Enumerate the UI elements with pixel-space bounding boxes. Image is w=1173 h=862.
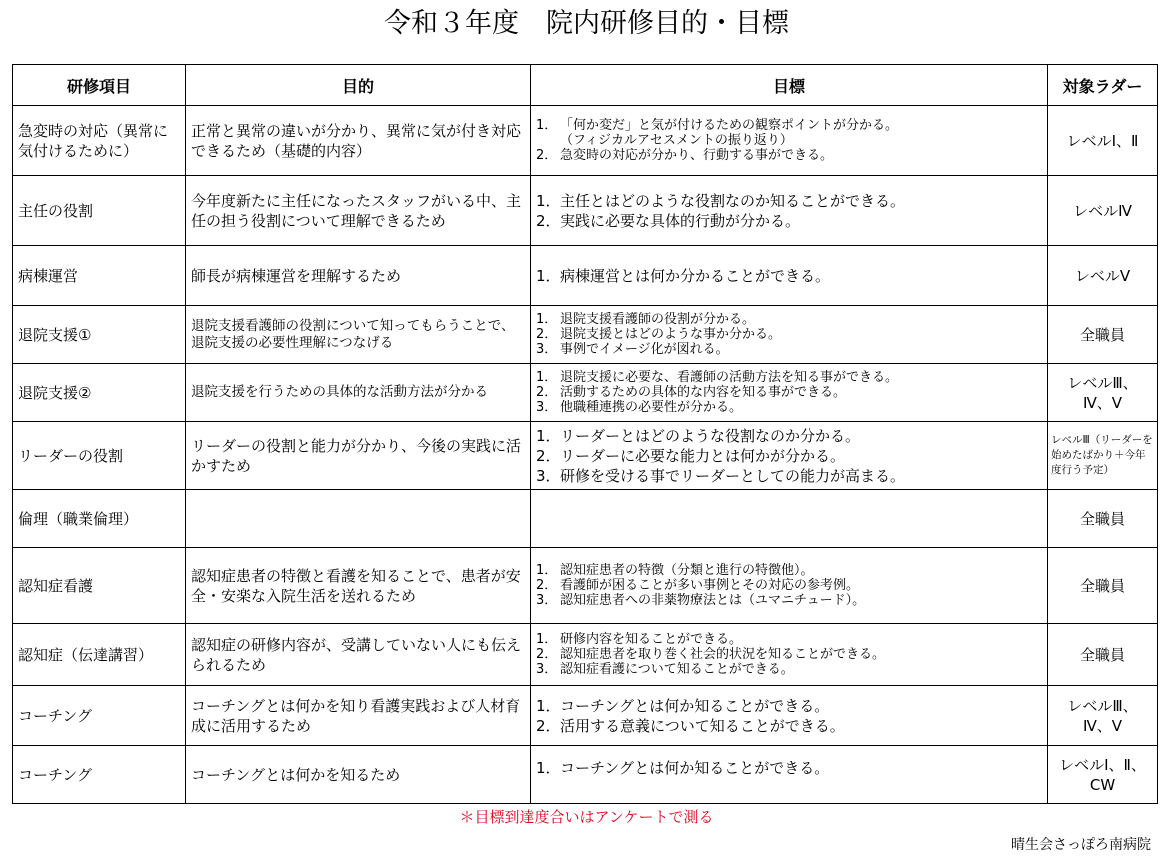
goal-item xyxy=(536,632,1042,647)
goal-text: 研修を受ける事でリーダーとしての能力が高まる。 xyxy=(560,466,906,485)
table-row xyxy=(13,624,1158,686)
target-ladder: レベルⅢ、Ⅳ、Ⅴ xyxy=(1048,686,1158,746)
training-item: 倫理（職業倫理） xyxy=(13,490,186,548)
training-goals xyxy=(531,176,1048,246)
goal-item xyxy=(536,696,1042,716)
training-goals xyxy=(531,548,1048,624)
goal-number: 1． xyxy=(536,759,561,777)
goal-number: 1． xyxy=(536,563,558,578)
goal-text: 認知症看護について知ることができる。 xyxy=(560,662,794,677)
training-purpose: 認知症患者の特徴と看護を知ることで、患者が安全・安楽な入院生活を送れるため xyxy=(186,548,531,624)
goal-item xyxy=(536,400,1042,415)
goal-list xyxy=(536,758,1042,778)
training-goals xyxy=(531,306,1048,364)
goal-number: 2． xyxy=(536,578,558,593)
header-purpose: 目的 xyxy=(186,65,531,106)
training-table xyxy=(12,64,1158,804)
training-item: 主任の役割 xyxy=(13,176,186,246)
goal-text: コーチングとは何か知ることができる。 xyxy=(560,759,830,777)
goal-number: 2． xyxy=(536,716,561,735)
goal-text: 他職種連携の必要性が分かる。 xyxy=(560,400,743,415)
goal-text: 主任とはどのような役割なのか知ることができる。 xyxy=(560,191,906,210)
goal-text: 退院支援看護師の役割が分かる。 xyxy=(560,312,756,327)
target-ladder: 全職員 xyxy=(1048,490,1158,548)
training-purpose: コーチングとは何かを知り看護実践および人材育成に活用するため xyxy=(186,686,531,746)
goal-number: 3． xyxy=(536,342,558,357)
training-purpose: 師長が病棟運営を理解するため xyxy=(186,246,531,306)
goal-text: 認知症患者を取り巻く社会的状況を知ることができる。 xyxy=(560,647,886,662)
goal-item xyxy=(536,266,1042,286)
goal-number: 2． xyxy=(536,647,558,662)
hospital-name: 晴生会さっぽろ南病院 xyxy=(1011,837,1151,853)
training-goals xyxy=(531,246,1048,306)
goal-text: リーダーとはどのような役割なのか分かる。 xyxy=(560,426,861,445)
goal-item xyxy=(536,647,1042,662)
goal-number: 2． xyxy=(536,446,561,465)
goal-item xyxy=(536,148,1042,163)
training-purpose xyxy=(186,490,531,548)
goal-item xyxy=(536,118,1042,148)
training-item: 病棟運営 xyxy=(13,246,186,306)
target-ladder: レベルⅢ、Ⅳ、Ⅴ xyxy=(1048,364,1158,422)
target-ladder: レベルⅣ xyxy=(1048,176,1158,246)
goal-item xyxy=(536,466,1042,486)
header-item: 研修項目 xyxy=(13,65,186,106)
goal-list xyxy=(536,266,1042,286)
target-ladder: レベルⅠ、Ⅱ xyxy=(1048,106,1158,176)
goal-list xyxy=(536,563,1042,608)
goal-text: 退院支援とはどのような事か分かる。 xyxy=(560,327,782,342)
goal-text: 実践に必要な具体的行動が分かる。 xyxy=(560,211,801,230)
goal-text: コーチングとは何か知ることができる。 xyxy=(560,696,830,715)
goal-number: 3． xyxy=(536,662,558,677)
training-item: 退院支援① xyxy=(13,306,186,364)
target-ladder: 全職員 xyxy=(1048,548,1158,624)
training-purpose: 退院支援を行うための具体的な活動方法が分かる xyxy=(186,364,531,422)
goal-text: 研修内容を知ることができる。 xyxy=(560,632,743,647)
page-title: 令和３年度 院内研修目的・目標 xyxy=(384,8,789,39)
goal-text: リーダーに必要な能力とは何かが分かる。 xyxy=(560,446,846,465)
goal-text: 病棟運営とは何か分かることができる。 xyxy=(560,266,831,285)
goal-item xyxy=(536,191,1042,211)
goal-list xyxy=(536,632,1042,677)
goal-list xyxy=(536,426,1042,486)
goal-number: 2． xyxy=(536,148,558,163)
training-item: リーダーの役割 xyxy=(13,422,186,490)
training-purpose: 今年度新たに主任になったスタッフがいる中、主任の担う役割について理解できるため xyxy=(186,176,531,246)
goal-number: 2． xyxy=(536,385,558,400)
goal-number: 1． xyxy=(536,312,558,327)
training-goals xyxy=(531,106,1048,176)
goal-item xyxy=(536,327,1042,342)
training-item: コーチング xyxy=(13,686,186,746)
goal-item xyxy=(536,370,1042,385)
target-ladder: レベルⅤ xyxy=(1048,246,1158,306)
goal-list xyxy=(536,312,1042,357)
goal-item xyxy=(536,662,1042,677)
target-ladder: 全職員 xyxy=(1048,306,1158,364)
training-goals xyxy=(531,686,1048,746)
goal-number: 3． xyxy=(536,466,561,485)
table-row xyxy=(13,490,1158,548)
header-ladder: 対象ラダー xyxy=(1048,65,1158,106)
training-item: 認知症（伝達講習） xyxy=(13,624,186,686)
goal-number: 1． xyxy=(536,266,561,285)
goal-item xyxy=(536,593,1042,608)
goal-item xyxy=(536,211,1042,231)
goal-number: 2． xyxy=(536,211,561,230)
goal-number: 3． xyxy=(536,400,558,415)
goal-list xyxy=(536,696,1042,736)
goal-list xyxy=(536,191,1042,231)
training-goals xyxy=(531,490,1048,548)
table-row xyxy=(13,422,1158,490)
goal-text: 活動するための具体的な内容を知る事ができる。 xyxy=(560,385,847,400)
training-item: 退院支援② xyxy=(13,364,186,422)
training-goals xyxy=(531,746,1048,804)
goal-item xyxy=(536,426,1042,446)
training-item: 急変時の対応（異常に気付けるために） xyxy=(13,106,186,176)
goal-number: 1． xyxy=(536,426,561,445)
training-item: コーチング xyxy=(13,746,186,804)
training-goals xyxy=(531,624,1048,686)
table-row xyxy=(13,306,1158,364)
goal-item xyxy=(536,312,1042,327)
target-ladder: 全職員 xyxy=(1048,624,1158,686)
goal-text: 認知症患者への非薬物療法とは（ユマニチュード）。 xyxy=(560,593,866,608)
training-purpose: 退院支援看護師の役割について知ってもらうことで、退院支援の必要性理解につなげる xyxy=(186,306,531,364)
table-row xyxy=(13,746,1158,804)
goal-subtext: （フィジカルアセスメントの振り返り） xyxy=(560,133,793,148)
goal-list xyxy=(536,118,1042,163)
goal-text: 認知症患者の特徴（分類と進行の特徴他）。 xyxy=(560,563,814,578)
goal-list xyxy=(536,370,1042,415)
goal-item xyxy=(536,758,1042,778)
goal-text: 事例でイメージ化が図れる。 xyxy=(560,342,729,357)
goal-number: 2． xyxy=(536,327,558,342)
goal-number: 1． xyxy=(536,632,558,647)
goal-text: 看護師が困ることが多い事例とその対応の参考例。 xyxy=(560,578,860,593)
goal-text: 退院支援に必要な、看護師の活動方法を知る事ができる。 xyxy=(560,370,899,385)
goal-item xyxy=(536,342,1042,357)
table-row xyxy=(13,364,1158,422)
target-ladder: レベルⅢ（リーダーを始めたばかり＋今年度行う予定） xyxy=(1048,422,1158,490)
goal-number: 1． xyxy=(536,191,561,210)
goal-item xyxy=(536,563,1042,578)
training-goals xyxy=(531,364,1048,422)
goal-item xyxy=(536,716,1042,736)
table-row xyxy=(13,548,1158,624)
target-ladder: レベルⅠ、Ⅱ、CW xyxy=(1048,746,1158,804)
training-purpose: リーダーの役割と能力が分かり、今後の実践に活かすため xyxy=(186,422,531,490)
goal-item xyxy=(536,578,1042,593)
goal-number: 1． xyxy=(536,370,558,385)
goal-number: 1． xyxy=(536,118,558,133)
goal-text: 急変時の対応が分かり、行動する事ができる。 xyxy=(560,148,834,163)
evaluation-note: ＊目標到達度合いはアンケートで測る xyxy=(459,808,714,826)
table-header-row xyxy=(13,65,1158,106)
header-goals: 目標 xyxy=(531,65,1048,106)
goal-number: 3． xyxy=(536,593,558,608)
table-row xyxy=(13,176,1158,246)
goal-number: 1． xyxy=(536,696,561,715)
training-purpose: コーチングとは何かを知るため xyxy=(186,746,531,804)
table-row xyxy=(13,686,1158,746)
table-body xyxy=(13,106,1158,804)
training-goals xyxy=(531,422,1048,490)
goal-item xyxy=(536,385,1042,400)
goal-item xyxy=(536,446,1042,466)
training-purpose: 認知症の研修内容が、受講していない人にも伝えられるため xyxy=(186,624,531,686)
training-item: 認知症看護 xyxy=(13,548,186,624)
table-row xyxy=(13,106,1158,176)
goal-text: 活用する意義について知ることができる。 xyxy=(560,716,845,735)
goal-text: 「何か変だ」と気が付けるための観察ポイントが分かる。 xyxy=(560,118,899,133)
training-purpose: 正常と異常の違いが分かり、異常に気が付き対応できるため（基礎的内容） xyxy=(186,106,531,176)
table-row xyxy=(13,246,1158,306)
